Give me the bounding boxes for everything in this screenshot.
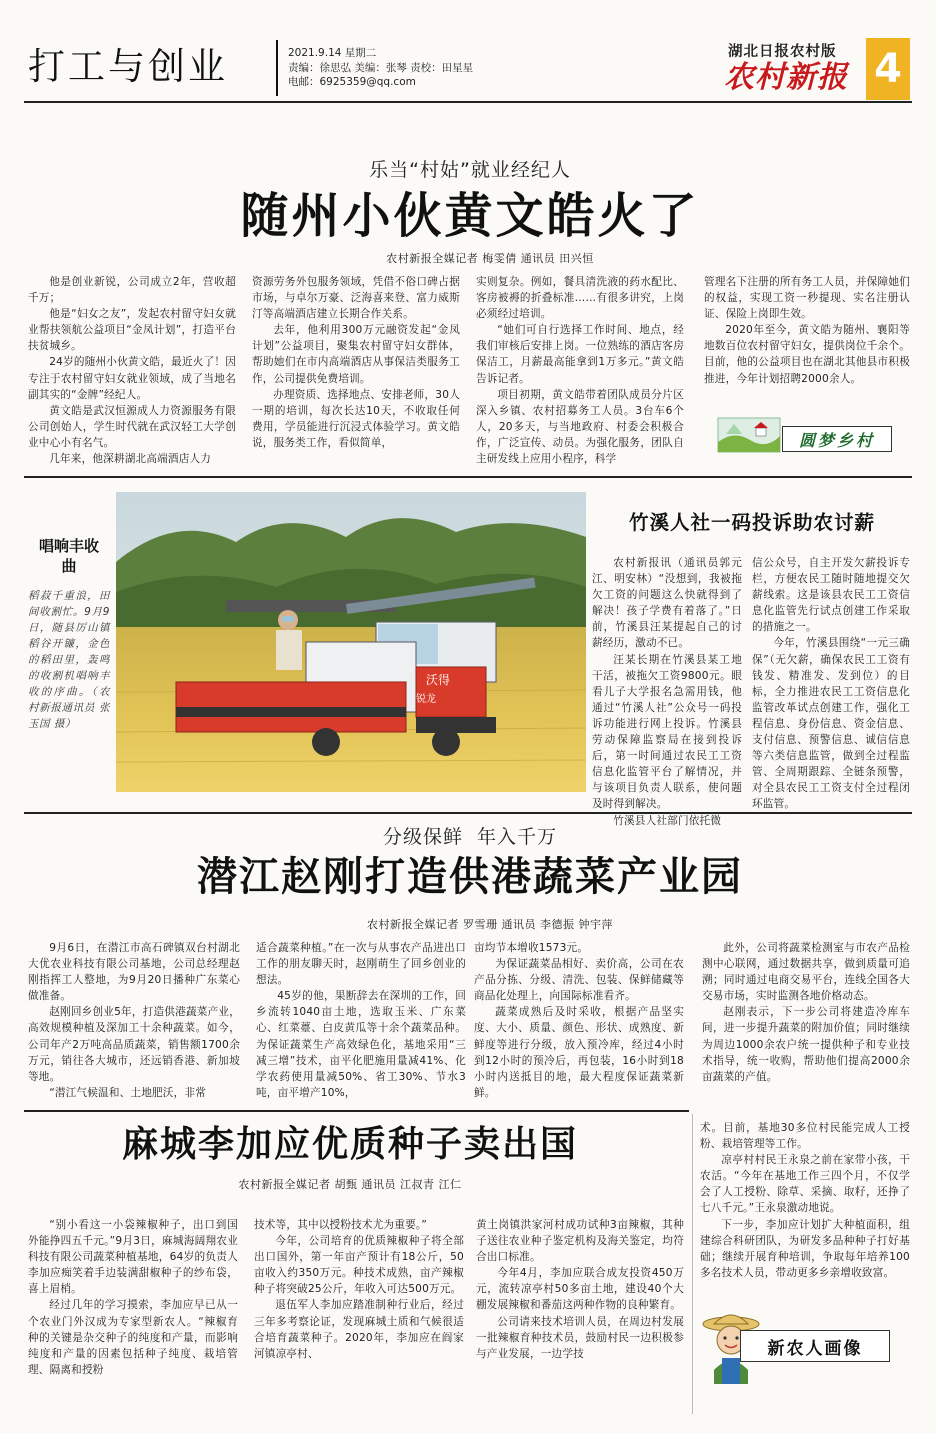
paragraph: 管理名下注册的所有务工人员，并保障她们的权益，实现工资一秒提现、实名注册认证、保险上岗即生效。 — [704, 276, 910, 321]
photo-caption — [28, 536, 110, 732]
article1-kicker: 乐当“村姑”就业经纪人 — [369, 159, 571, 181]
caption-title: 唱响丰收曲 — [38, 537, 99, 575]
paragraph: 2020年至今，黄文皓为随州、襄阳等地数百位农村留守妇女，提供岗位千余个。目前，他的公益项目也在湖北其他县市积极推进，今年计划招聘2000余人。 — [704, 324, 910, 385]
section-title: 打工与创业 — [28, 45, 228, 88]
paragraph: 亩均节本增收1573元。 — [474, 942, 589, 954]
email-line: 电邮：6925359@qq.com — [288, 76, 416, 88]
caption-text: 稻菽千重浪，田间收割忙。9月9日，随县厉山镇稻谷开镰，金色的稻田里，轰鸣的收割机唱响丰收的序曲。（农村新报通讯员 张玉国 摄） — [28, 590, 110, 730]
header-info — [288, 46, 473, 90]
dream-village-badge — [716, 412, 896, 456]
paragraph: 24岁的随州小伙黄文皓，最近火了！因专注于农村留守妇女就业领域，成了当地名副其实的“金牌”经纪人。 — [28, 356, 236, 401]
harvest-photo — [116, 492, 586, 792]
article2-headline: 竹溪人社一码投诉助农讨薪 — [628, 511, 875, 534]
paragraph: 竹溪县人社部门依托微 — [613, 814, 722, 827]
paragraph: 此外，公司将蔬菜检测室与市农产品检测中心联网，通过数据共享，做到质量可追溯；同时通过电商交易平台，连线全国各大交易市场，实时监测各地价格动态。 — [702, 942, 910, 1003]
article4-column-4 — [700, 1120, 910, 1281]
paragraph: 赵刚表示，下一步公司将建造冷库车间，进一步提升蔬菜的附加价值；同时继续为周边1000余农户统一提供种子和专业技术指导，统一收购，帮助他们提高2000余亩蔬菜的产值。 — [702, 1006, 910, 1083]
article1-column-1 — [28, 274, 236, 467]
paragraph: 信公众号，自主开发欠薪投诉专栏，方便农民工随时随地提交欠薪线索。这是该县农民工工资信息化监管先行试点创建工作采取的措施之一。 — [752, 557, 910, 634]
paragraph: “潜江气候温和、土地肥沃，非常 — [49, 1086, 206, 1099]
paragraph: 技术等，其中以授粉技术尤为重要。” — [254, 1219, 428, 1231]
editors-line: 责编：徐思弘 美编：张琴 责校：田星星 — [288, 61, 474, 74]
paragraph: 项目初期，黄文皓带着团队成员分片区深入乡镇、农村招募务工人员。3台车6个人，20多天，与当地政府、村委会积极合作，广泛宣传、动员。为强化服务，团队自主研发线上应用小程序，科学 — [476, 388, 684, 466]
article4-headline: 麻城李加应优质种子卖出国 — [121, 1123, 578, 1165]
paragraph: 45岁的他，果断辞去在深圳的工作，回乡流转1040亩土地，选取玉米、广东菜心、红菜薹、白皮黄瓜等十余个蔬菜品种。为保证蔬菜生产高效绿色化，基地采用“三减三增”技术，亩平化肥施用量减41%、化学农药使用量减50%、省工30%、节水3吨，亩平增产10%， — [256, 990, 466, 1099]
article4-column-2 — [254, 1217, 464, 1362]
section-rule-1 — [24, 476, 912, 478]
badge-frame — [782, 426, 892, 452]
paragraph: 办理资质、选择地点、安排老师，30人一期的培训，每次长达10天，不收取任何费用，学员能进行沉浸式体验学习。黄文皓说，服务类工作，看似简单， — [252, 388, 460, 449]
paragraph: 他是“妇女之友”，发起农村留守妇女就业帮扶领航公益项目“金凤计划”，打造平台扶贫城乡。 — [28, 308, 236, 353]
article2-column-1 — [592, 555, 742, 829]
article3-column-3 — [474, 940, 684, 1101]
page-number-box — [866, 38, 910, 100]
article4-byline: 农村新报全媒记者 胡甄 通讯员 江叔青 江仁 — [238, 1178, 462, 1191]
article1-column-3 — [476, 274, 684, 467]
paragraph: 9月6日，在潜江市高石碑镇双台村湖北大优农业科技有限公司基地，公司总经理赵刚指挥工人整地，为9月20日播种广东菜心做准备。 — [28, 942, 240, 1003]
paragraph: 公司请来技术培训人员，在周边村发展一批辣椒育种技术员，鼓励村民一边积极参与产业发展，一边学技 — [476, 1315, 684, 1360]
landscape-icon — [716, 412, 786, 456]
date-line: 2021.9.14 星期二 — [288, 47, 377, 59]
paragraph: 几年来，他深耕湖北高端酒店人力 — [49, 453, 212, 466]
paragraph: 为保证蔬菜品相好、卖价高，公司在农产品分拣、分级、清洗、包装、保鲜储藏等商品化处理上，向国际标准看齐。 — [474, 958, 684, 1003]
article2-column-2 — [752, 555, 910, 813]
article4-column-3 — [476, 1217, 684, 1362]
badge-label: 新农人画像 — [767, 1338, 863, 1359]
paragraph: 今年，竹溪县围绕“一元三确保”（无欠薪，确保农民工工资有钱发、精准发、发到位）的目标，全力推进农民工工资信息化监管改革试点创建工作，强化工程信息、身份信息、资金信息、支付信息、预警信息、诚信信息等六类信息监管，做到全过程监管、全周期跟踪、全链条预警，对全县农民工工资支付全过程闭环监管。 — [752, 637, 910, 811]
article3-byline: 农村新报全媒记者 罗雪珊 通讯员 李德振 钟宇萍 — [367, 918, 613, 931]
paragraph: 凉亭村村民王永泉之前在家带小孩，干农活。“今年在基地工作三四个月，不仅学会了人工授粉、除草、采摘、取籽，还挣了七八千元。”王永泉激动地说。 — [700, 1154, 910, 1215]
article1-column-2 — [252, 274, 460, 451]
paragraph: 蔬菜成熟后及时采收，根据产品坚实度、大小、质量、颜色、形状、成熟度、新鲜度等进行分级，放入预冷库，经过4小时到12小时的预冷后，再包装，16小时到18小时内送抵目的地，最大程度保证蔬菜新鲜。 — [474, 1006, 684, 1099]
paragraph: 去年，他利用300万元融资发起“金凤计划”公益项目，聚集农村留守妇女群体，帮助她们在市内高端酒店从事保洁类服务工作，公司提供免费培训。 — [252, 324, 460, 385]
paragraph: 赵刚回乡创业5年，打造供港蔬菜产业，高效规模种植及深加工十余种蔬菜。如今，公司年产2万吨高品质蔬菜，销售额1700余万元，销往各大城市，还远销香港、新加坡等地。 — [28, 1006, 240, 1083]
paragraph: “别小看这一小袋辣椒种子，出口到国外能挣四五千元。”9月3日，麻城海阔翔农业科技有限公司蔬菜种植基地，64岁的负责人李加应痴笑着手边装满甜椒种子的纱布袋，喜上眉梢。 — [28, 1219, 238, 1296]
paragraph: 今年4月，李加应联合成友投资450万元，流转凉亭村50多亩土地，建设40个大棚发展辣椒和番茄这两种作物的良种繁育。 — [476, 1267, 684, 1312]
paragraph: 他是创业新锐，公司成立2年，营收超千万； — [28, 276, 236, 305]
paragraph: 经过几年的学习摸索，李加应早已从一个农业门外汉成为专家型新农人。“辣椒育种的关键是杂交种子的纯度和产量，而影响纯度和产量的因素包括种子纯度、栽培管理、隔离和授粉 — [28, 1299, 238, 1376]
paragraph: 资源劳务外包服务领域，凭借不俗口碑占据市场，与卓尔万豪、泛海喜来登、富力威斯汀等高端酒店建立长期合作关系。 — [252, 276, 460, 321]
harvest-photo-image — [116, 492, 586, 792]
paragraph: 下一步，李加应计划扩大种植面积，组建综合科研团队，为研发多品种种子打好基础；继续开展育种培训，争取每年培养100多名技术人员，带动更多乡亲增收致富。 — [700, 1218, 910, 1279]
badge-frame — [740, 1330, 890, 1362]
paragraph: 汪某长期在竹溪县某工地干活，被拖欠工资9800元。眼看儿子大学报名急需用钱，他通过“竹溪人社”公众号一码投诉功能进行网上投诉。竹溪县劳动保障监察局在接到投诉后，第一时间通过农民工工资信息化监管平台了解情况，并与该项目负责人联系，使问题及时得到解决。 — [592, 653, 742, 811]
article1-byline: 农村新报全媒记者 梅雯倩 通讯员 田兴恒 — [386, 252, 594, 265]
paragraph: 术。目前，基地30多位村民能完成人工授粉、栽培管理等工作。 — [700, 1122, 910, 1151]
section-rule-3 — [24, 1110, 689, 1112]
article1-column-4 — [704, 274, 910, 387]
paragraph: 黄文皓是武汉恒源成人力资源服务有限公司创始人，学生时代就在武汉轻工大学创业中心小有名气。 — [28, 404, 236, 449]
harvester-brand-text: 沃得 — [426, 673, 451, 687]
article1-headline: 随州小伙黄文皓火了 — [240, 188, 700, 244]
article3-column-1 — [28, 940, 240, 1101]
article3-column-4 — [702, 940, 910, 1085]
paper-sub: 湖北日报农村版 — [728, 44, 837, 60]
column-separator — [692, 1114, 693, 1414]
paragraph: 适合蔬菜种植。”在一次与从事农产品进出口工作的朋友聊天时，赵刚萌生了回乡创业的想法。 — [256, 942, 466, 987]
paragraph: 今年，公司培育的优质辣椒种子将全部出口国外，第一年亩产预计有18公斤，50亩收入约350万元。种技术成熟，亩产辣椒种子将突破25公斤，年收入可达500万元。 — [254, 1235, 464, 1296]
paragraph: “她们可自行选择工作时间、地点，经我们审核后安排上岗。一位熟练的酒店客房保洁工，月薪最高能拿到1万多元。”黄文皓告诉记者。 — [476, 324, 684, 385]
article3-kicker: 分级保鲜 年入千万 — [382, 826, 558, 848]
harvester-model-text: 锐龙 — [416, 694, 436, 705]
paragraph: 退伍军人李加应踏准制种行业后，经过三年多考察论证，发现麻城土质和气候很适合培育蔬菜种子。2020年，李加应在阎家河镇凉亭村、 — [254, 1299, 464, 1360]
page-number: 4 — [874, 46, 902, 92]
paper-logo: 农村新报 — [724, 60, 848, 95]
section-rule-2 — [24, 812, 912, 814]
header-rule — [24, 101, 912, 103]
new-farmer-badge — [700, 1308, 910, 1388]
article3-headline: 潜江赵刚打造供港蔬菜产业园 — [197, 853, 743, 900]
header-divider — [276, 40, 278, 96]
paragraph: 黄土岗镇洪家河村成功试种3亩辣椒，其种子送往农业种子鉴定机构及海关鉴定，均符合出口标准。 — [476, 1219, 684, 1264]
paragraph: 实则复杂。例如，餐具清洗液的药水配比、客房被褥的折叠标准……有很多讲究，上岗必须经过培训。 — [476, 276, 684, 321]
article4-column-1 — [28, 1217, 238, 1378]
badge-label: 圆梦乡村 — [798, 430, 875, 450]
article3-column-2 — [256, 940, 466, 1101]
paragraph: 农村新报讯（通讯员郭元江、明安林）“没想到，我被拖欠工资的问题这么快就得到了解决！孩子学费有着落了。”日前，竹溪县汪某提起自己的讨薪经历，激动不已。 — [592, 557, 742, 650]
